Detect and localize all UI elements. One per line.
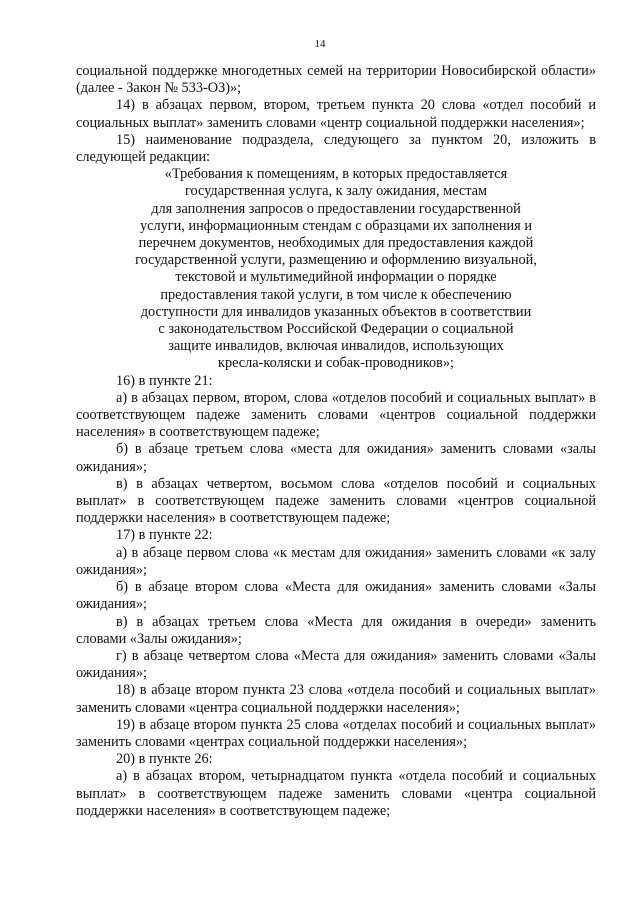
paragraph: 17) в пункте 22: bbox=[116, 527, 213, 544]
heading-line: доступности для инвалидов указанных объектов в соответствии bbox=[140, 303, 532, 320]
paragraph: б) в абзаце третьем слова «места для ожидания» заменить словами «залы ожидания»; bbox=[76, 441, 596, 475]
heading-line: для заполнения запросов о предоставлении государственной bbox=[151, 200, 521, 217]
paragraph: 19) в абзаце втором пункта 25 слова «отделах пособий и социальных выплат» заменить словами «центрах социальной поддержки населения»; bbox=[76, 716, 596, 750]
heading-line: государственная услуга, к залу ожидания, местам bbox=[184, 183, 488, 200]
heading-line: кресла-коляски и собак-проводников»; bbox=[218, 355, 454, 372]
paragraph: б) в абзаце втором слова «Места для ожидания» заменить словами «Залы ожидания»; bbox=[76, 579, 596, 613]
subsection-heading bbox=[76, 166, 596, 372]
heading-line: услуги, информационным стендам с образцами их заполнения и bbox=[140, 217, 532, 234]
paragraph: 15) наименование подраздела, следующего за пунктом 20, изложить в следующей редакции: bbox=[76, 131, 596, 166]
paragraph: в) в абзацах четвертом, восьмом слова «отделов пособий и социальных выплат» в соответствующем падеже заменить словами «центров социальной поддержки населения» в соответствующем падеже; bbox=[76, 475, 596, 527]
paragraph: г) в абзаце четвертом слова «Места для ожидания» заменить словами «Залы ожидания»; bbox=[76, 647, 596, 682]
paragraph: а) в абзацах втором, четырнадцатом пункта «отдела пособий и социальных выплат» в соответствующем падеже заменить словами «центра социальной поддержки населения» в соответствующем падеже; bbox=[76, 768, 596, 819]
heading-line: «Требования к помещениям, в которых предоставляется bbox=[164, 166, 508, 183]
page-number: 14 bbox=[314, 38, 326, 50]
paragraph: 16) в пункте 21: bbox=[116, 372, 213, 389]
paragraph: 14) в абзацах первом, втором, третьем пункта 20 слова «отдел пособий и социальных выплат» заменить словами «центр социальной поддержки населения»; bbox=[76, 97, 596, 131]
paragraph: социальной поддержке многодетных семей на территории Новосибирской области» (далее - Закон № 533-ОЗ)»; bbox=[76, 63, 596, 97]
heading-line: текстовой и мультимедийной информации о порядке bbox=[175, 269, 497, 286]
document-body bbox=[76, 63, 596, 820]
heading-line: перечнем документов, необходимых для предоставления каждой bbox=[138, 235, 534, 252]
paragraph: в) в абзацах третьем слова «Места для ожидания в очереди» заменить словами «Залы ожидания»; bbox=[76, 613, 596, 647]
paragraph: а) в абзацах первом, втором, слова «отделов пособий и социальных выплат» в соответствующем падеже заменить словами «центров социальной поддержки населения» в соответствующем падеже; bbox=[76, 389, 596, 441]
heading-line: защите инвалидов, включая инвалидов, использующих bbox=[168, 338, 504, 355]
paragraph: 20) в пункте 26: bbox=[116, 751, 213, 768]
paragraph: 18) в абзаце втором пункта 23 слова «отдела пособий и социальных выплат» заменить словами «центра социальной поддержки населения»; bbox=[76, 682, 596, 716]
paragraph: а) в абзаце первом слова «к местам для ожидания» заменить словами «к залу ожидания»; bbox=[76, 544, 596, 578]
heading-line: государственной услуги, размещению и оформлению визуальной, bbox=[135, 252, 537, 269]
heading-line: предоставления такой услуги, в том числе к обеспечению bbox=[160, 286, 512, 303]
heading-line: с законодательством Российской Федерации о социальной bbox=[158, 321, 514, 338]
